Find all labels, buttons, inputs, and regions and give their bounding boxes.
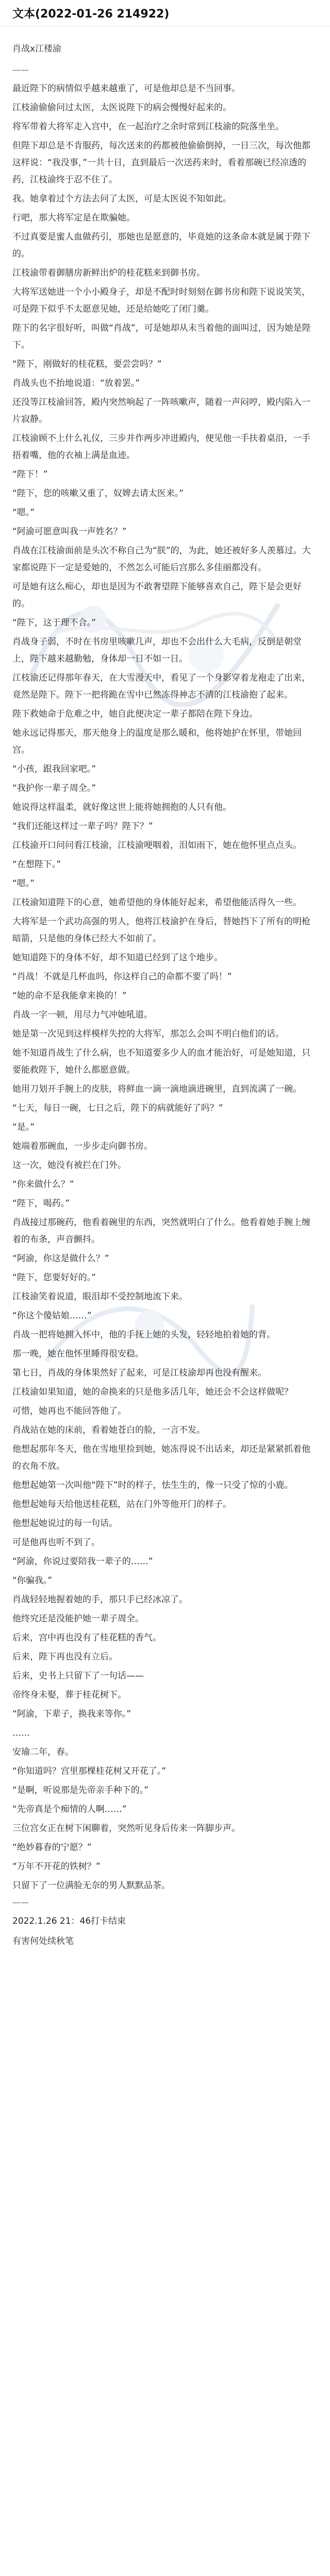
divider-top: ——: [12, 65, 29, 75]
paragraph: 她不知道肖战生了什么病，也不知道要多少人的血才能治好，可是她知道，只要能救陛下，她什么都愿意做。: [12, 1048, 310, 1075]
paragraph: 可惜，她再也不能回答他了。: [12, 1406, 126, 1416]
paragraph: 他想起她第一次叫他“陛下”时的样子，怯生生的，像一只受了惊的小鹿。: [12, 1480, 293, 1490]
paragraph: 肖战轻轻地握着她的手，那只手已经冰凉了。: [12, 1595, 188, 1605]
paragraph: “她的命不是我能拿来换的！”: [12, 991, 127, 1001]
paragraph: 三位宫女正在树下闲聊着，突然听见身后传来一阵脚步声。: [12, 1823, 240, 1834]
paragraph: 大将军送她进一个小小殿身子，却是不配时时刻刻在御书房和陛下说说笑笑，可是陛下似乎不太愿意见她，还是给她吃了闭门羹。: [12, 287, 310, 314]
paragraph: 行吧，那大将军定是在欺骗她。: [12, 213, 135, 223]
paragraph: 将军带着大将军走入宫中，在一起治疗之余时常到江枝渝的院落坐坐。: [12, 122, 284, 132]
paragraph: 陛下的名字很好听，叫做“肖战”，可是她却从未当着他的面叫过，因为她是陛下。: [12, 323, 311, 350]
paragraph: 后来，史书上只留下了一句话——: [12, 1671, 144, 1681]
paragraph: 第七日，肖战的身体果然好了起来，可是江枝渝却再也没有醒来。: [12, 1368, 267, 1378]
paragraph: 他想起她每天给他送桂花糕，站在门外等他开门的样子。: [12, 1499, 232, 1510]
paragraph: 只留下了一位满脸无奈的男人默默品茶。: [12, 1880, 170, 1891]
paragraph: 江枝渝顾不上什么礼仪，三步并作两步冲进殿内，便见他一手扶着桌沿，一手捂着嘴，他的衣袖上满是血迹。: [12, 433, 310, 461]
footer: [12, 1913, 318, 1950]
paragraph: 可是她有这么痴心，却也是因为不敢奢望陛下能够喜欢自己，陛下是会更好的。: [12, 582, 302, 609]
paragraph: 安瑜二年，春。: [12, 1747, 74, 1757]
paragraph: “陛下，您的咳嗽又重了，奴婢去请太医来。”: [12, 488, 184, 499]
footer-line: 2022.1.26 21：46打卡结束: [12, 1916, 126, 1926]
paragraph: “你来做什么？”: [12, 1179, 74, 1190]
paragraph: “陛下，刚做好的桂花糕，要尝尝吗？”: [12, 359, 162, 369]
paragraph: 肖战站在她的床前，看着她苍白的脸，一言不发。: [12, 1425, 205, 1435]
paragraph: 帝终身未娶，葬于桂花树下。: [12, 1690, 126, 1700]
paragraph: 但陛下却总是不肯服药，每次送来的药都被他偷偷倒掉，一日三次，每次他都这样说：“我没事，”一共十日，直到最后一次送药来时，看着那碗已经凉透的药，江枝渝终于忍不住了。: [12, 141, 310, 185]
paragraph: “阿渝，你这是做什么？”: [12, 1253, 109, 1264]
paragraph: 肖战一把将她拥入怀中，他的手抚上她的头发，轻轻地拍着她的背。: [12, 1330, 275, 1340]
paragraph: “我护你一辈子周全。”: [12, 783, 96, 793]
paragraph: 她是第一次见到这样模样失控的大将军，那怎么会叫不明白他们的话。: [12, 1029, 284, 1039]
paragraph: 他想起她说过的每一句话。: [12, 1518, 118, 1529]
paragraph: 江枝渝笑着说道，眼泪却不受控制地流下来。: [12, 1292, 188, 1302]
paragraph: “肖战！不就是几杯血吗，你这样自己的命都不要了吗！”: [12, 972, 232, 982]
paragraph-list: [12, 80, 318, 1894]
paragraph: 最近陛下的病情似乎越来越重了，可是他却总是不当回事。: [12, 83, 240, 94]
paragraph: “陛下，喝药。”: [12, 1198, 70, 1209]
document-heading: 肖战x江楼渝: [12, 44, 62, 54]
paragraph: 她知道陛下的身体不好，却不知道已经到了这个地步。: [12, 953, 223, 963]
paragraph: “阿渝，下辈子，换我来等你。”: [12, 1709, 131, 1719]
paragraph: 肖战一字一顿，用尽力气冲她吼道。: [12, 1010, 153, 1020]
paragraph: “是啊，听说那是先帝亲手种下的。”: [12, 1785, 149, 1795]
window-title: 文本(2022-01-26 214922): [12, 8, 170, 21]
paragraph: 他终究还是没能护她一辈子周全。: [12, 1614, 144, 1624]
paragraph: 陛下救她命于危难之中，她自此便决定一辈子都陪在陛下身边。: [12, 709, 258, 719]
paragraph: “小孩，跟我回家吧。”: [12, 764, 96, 774]
paragraph: 后来，陛下再也没有立后。: [12, 1652, 118, 1662]
paragraph: 江枝渝偷偷问过太医，太医说陛下的病会慢慢好起来的。: [12, 103, 232, 113]
paragraph: 那一晚，她在他怀里睡得很安稳。: [12, 1349, 144, 1359]
paragraph: 肖战头也不抬地说道：“放着罢。”: [12, 378, 140, 388]
paragraph: 可是他再也听不到了。: [12, 1537, 100, 1548]
divider-bottom: ——: [12, 1897, 29, 1907]
paragraph: 肖战接过那碗药，他看着碗里的东西，突然就明白了什么。他看着她手腕上缠着的布条，声音颤抖。: [12, 1217, 310, 1245]
paragraph: “阿渝，你说过要陪我一辈子的……”: [12, 1556, 153, 1567]
paragraph: “先帝真是个痴情的人啊……”: [12, 1804, 127, 1815]
paragraph: 他想起那年冬天，他在雪地里捡到她，她冻得说不出话来，却还是紧紧抓着他的衣角不放。: [12, 1444, 310, 1471]
paragraph: 她用刀划开手腕上的皮肤，将鲜血一滴一滴地滴进碗里，直到流满了一碗。: [12, 1084, 302, 1094]
paragraph: “陛下！”: [12, 469, 48, 480]
paragraph: 江枝渝开口问问看江枝渝，江枝渝哽咽着，泪如雨下，她在他怀里点点头。: [12, 840, 302, 851]
paragraph: “你骗我。”: [12, 1575, 53, 1586]
paragraph: 这一次，她没有被拦在门外。: [12, 1160, 126, 1171]
paragraph: “万年不开花的铁树？”: [12, 1861, 101, 1872]
paragraph: ……: [12, 1728, 30, 1738]
paragraph: 大将军是一个武功高强的男人，他将江枝渝护在身后，替她挡下了所有的明枪暗箭，只是他的身体已经大不如前了。: [12, 917, 310, 944]
paragraph: 肖战身子弱，不时在书房里咳嗽几声，却也不会出什么大毛病，反倒是朝堂上，陛下越来越勤勉，身体却一日不如一日。: [12, 637, 302, 664]
paragraph: “阿渝可愿意叫我一声姓名？”: [12, 527, 127, 537]
paragraph: 她永远记得那天，那天他身上的温度是那么暖和，他将她护在怀里，带她回宫。: [12, 728, 302, 755]
footer-line: 有害何处续秋笔: [12, 1936, 74, 1946]
paragraph: “嗯。”: [12, 878, 35, 889]
paragraph: “我们还能这样过一辈子吗？陛下？”: [12, 821, 153, 832]
paragraph: 不过真要是蜜人血做药引，那她也是愿意的，毕竟她的这条命本就是属于陛下的。: [12, 232, 310, 259]
paragraph: “七天，每日一碗，七日之后，陛下的病就能好了吗？”: [12, 1103, 223, 1113]
paragraph: 还没等江枝渝回答，殿内突然响起了一阵咳嗽声，随着一声闷哼，殿内陷入一片寂静。: [12, 397, 310, 425]
paragraph: “你知道吗？宫里那棵桂花树又开花了。”: [12, 1766, 167, 1776]
paragraph: 肖战在江枝渝面前是头次不称自己为“朕”的，为此，她还被好多人羡慕过。大家都说陛下一定是爱她的，不然怎么可能后宫那么多佳丽都没有。: [12, 546, 311, 573]
paragraph: “你这个傻姑娘……”: [12, 1311, 92, 1321]
paragraph: “嗯。”: [12, 507, 35, 518]
paragraph: 江枝渝还记得那年春天，在大雪漫天中，看见了一个身影穿着龙袍走了出来，竟然是陛下。陛下一把将跪在雪中已然冻得神志不清的江枝渝抱了起来。: [12, 673, 310, 700]
paragraph: “在想陛下。”: [12, 859, 61, 870]
paragraph: “绝妙暮春的宁愿？”: [12, 1842, 92, 1853]
paragraph: “陛下，这于理不合。”: [12, 618, 96, 628]
paragraph: “陛下，您要好好的。”: [12, 1273, 96, 1283]
paragraph: 江枝渝如果知道，她的命换来的只是他多活几年，她还会不会这样做呢？: [12, 1387, 293, 1397]
paragraph: 江枝渝知道陛下的心意，她希望他的身体能好起来，希望他能活得久一些。: [12, 897, 302, 908]
paragraph: 我。她拿着过个方法去问了太医，可是太医说不知如此。: [12, 194, 232, 204]
paragraph: 她说得这样温柔，就好像这世上能将她拥抱的人只有他。: [12, 802, 232, 812]
title-bar: [0, 0, 330, 27]
paragraph: 江枝渝带着御膳房新鲜出炉的桂花糕来到御书房。: [12, 268, 205, 278]
paragraph: 后来，宫中再也没有了桂花糕的香气。: [12, 1633, 161, 1643]
document-page: [0, 27, 330, 2576]
paragraph: 她端着那碗血，一步步走向御书房。: [12, 1141, 153, 1151]
paragraph: “是。”: [12, 1122, 35, 1132]
